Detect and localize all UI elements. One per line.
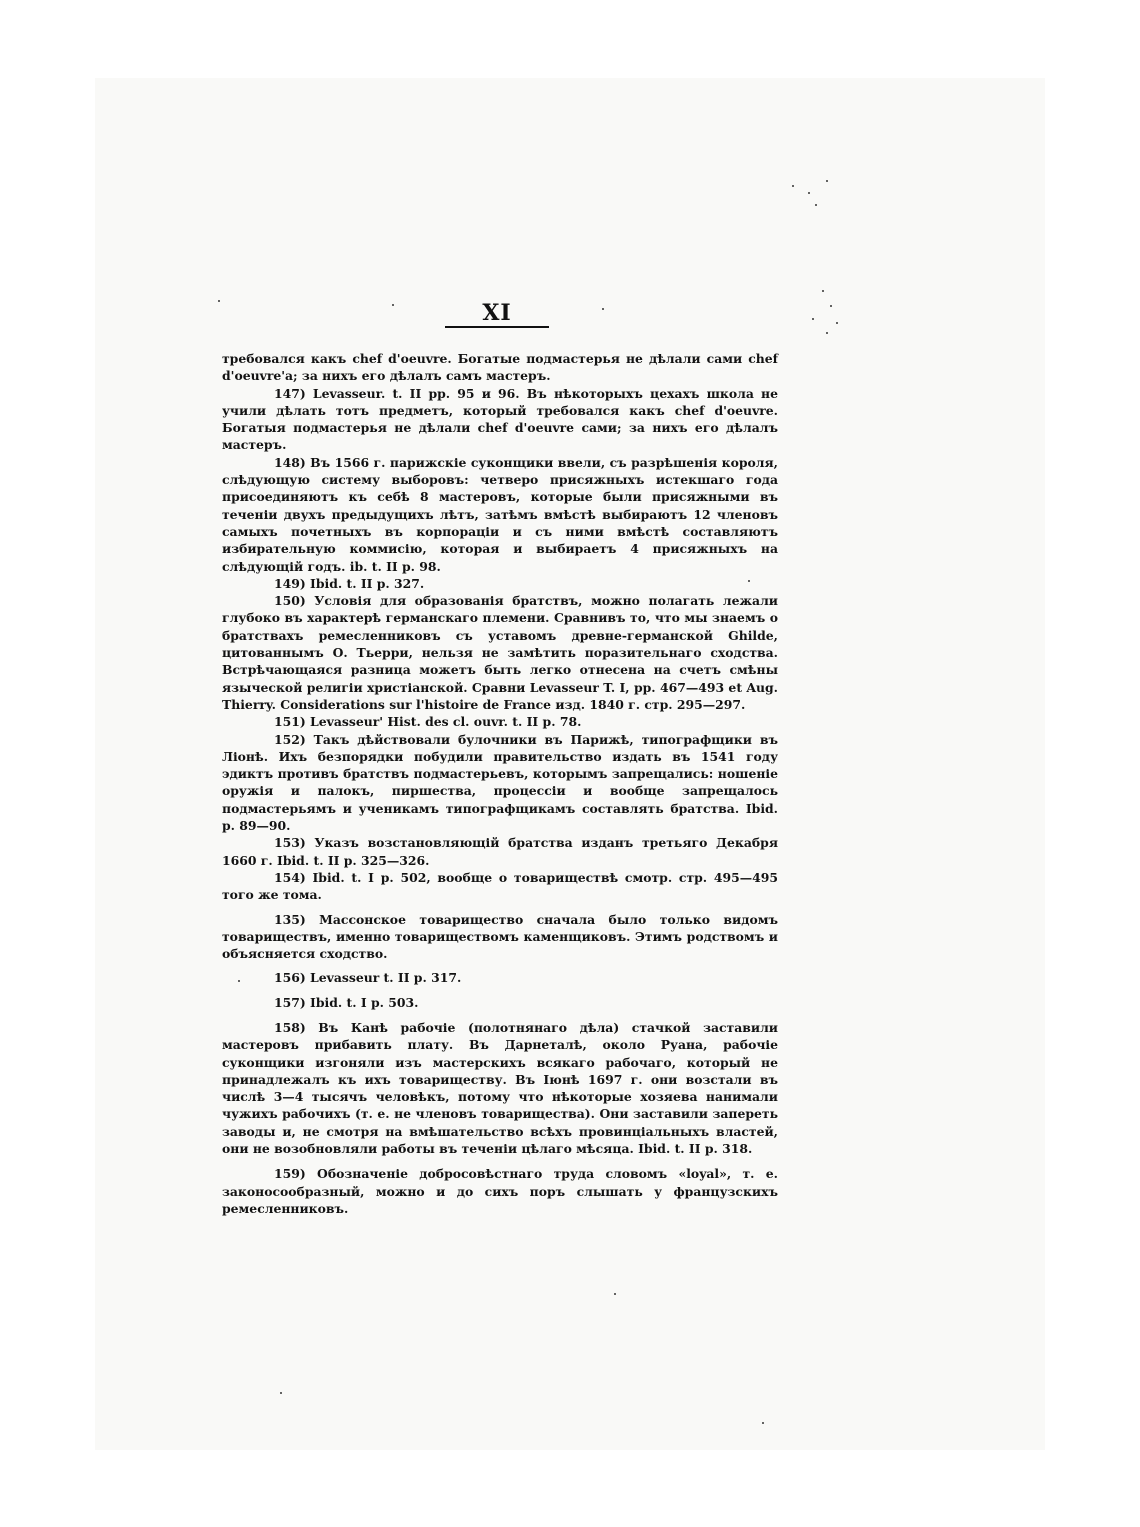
note-154: 154) Ibid. t. I p. 502, вообще о товариществѣ смотр. стр. 495—495 того же тома. (222, 869, 778, 903)
note-157: 157) Ibid. t. I p. 503. (274, 994, 419, 1010)
scan-speck (614, 1293, 616, 1295)
note-continuation: требовался какъ chef d'oeuvre. Богатые подмастерья не дѣлали сами chef d'oeuvre'а; за нихъ его дѣлалъ самъ мастеръ. (222, 351, 778, 384)
note-149: 149) Ibid. t. II p. 327. (274, 575, 425, 591)
scan-speck (812, 318, 814, 320)
scan-speck (280, 1392, 282, 1394)
note-158: 158) Въ Канѣ рабочіе (полотнянаго дѣла) стачкой заставили мастеровъ прибавить плату. Въ Дарнеталѣ, около Руана, рабочіе суконщики изгоняли изъ мастерскихъ всякаго рабочаго, который не принадлежалъ къ ихъ товариществу. Въ Іюнѣ 1697 г. они возстали въ числѣ 3—4 тысячъ человѣкъ, потому что нѣкоторые хозяева нанимали чужихъ рабочихъ (т. е. не членовъ товарищества). Они заставили запереть заводы и, не смотря на вмѣшательство всѣхъ провинціальныхъ властей, они не возобновляли работы въ теченіи цѣлаго мѣсяца. Ibid. t. II p. 318. (222, 1019, 778, 1157)
note-155: 135) Массонское товарищество сначала было только видомъ товариществъ, именно товариществомъ каменщиковъ. Этимъ родствомъ и объясняется сходство. (222, 911, 778, 962)
scan-speck (792, 185, 794, 187)
notes-body (222, 350, 778, 1217)
note-150: 150) Условія для образованія братствъ, можно полагать лежали глубоко въ характерѣ германскаго племени. Сравнивъ то, что мы знаемъ о братствахъ ремесленниковъ съ уставомъ древне-германской Ghilde, цитованнымъ О. Тьерри, нельзя не замѣтить поразительнаго сходства. Встрѣчающаяся разница можетъ быть легко отнесена на счетъ смѣны языческой религіи христіанской. Сравни Levasseur T. I, pp. 467—493 et Aug. Thierry. Considerations sur l'histoire de France изд. 1840 г. стр. 295—297. (222, 593, 778, 712)
note-156: 156) Levasseur t. II p. 317. (274, 970, 462, 986)
scan-speck (392, 304, 394, 306)
scan-speck (836, 322, 838, 324)
scan-speck (822, 290, 824, 292)
scan-speck (815, 204, 817, 206)
scan-speck (602, 308, 604, 310)
scan-speck (830, 305, 832, 307)
page-number-header: XI (482, 300, 512, 326)
scan-speck (218, 300, 220, 302)
scan-speck (808, 192, 810, 194)
note-151: 151) Levasseur' Hist. des cl. ouvr. t. II p. 78. (274, 714, 582, 730)
note-147: 147) Levasseur. t. II pp. 95 и 96. Въ нѣкоторыхъ цехахъ школа не учили дѣлать тотъ предметъ, который требовался какъ chef d'oeuvre. Богатыя подмастерья не дѣлали chef d'oeuvre сами; за нихъ его дѣлалъ мастеръ. (222, 385, 778, 453)
note-148: 148) Въ 1566 г. парижскіе суконщики ввели, съ разрѣшенія короля, слѣдующую систему выборовъ: четверо присяжныхъ истекшаго года присоединяютъ къ себѣ 8 мастеровъ, которые были присяжными въ теченіи двухъ предыдущихъ лѣтъ, затѣмъ вмѣстѣ выбираютъ 12 членовъ самыхъ почетныхъ въ корпораціи и съ ними вмѣстѣ составляютъ избирательную коммисію, которая и выбираетъ 4 присяжныхъ на слѣдующій годъ. ib. t. II p. 98. (222, 454, 778, 574)
note-159: 159) Обозначеніе добросовѣстнаго труда словомъ «loyal», т. е. законосообразный, можно и до сихъ поръ слышать у французскихъ ремесленниковъ. (222, 1166, 778, 1216)
note-152: 152) Такъ дѣйствовали булочники въ Парижѣ, типографщики въ Ліонѣ. Ихъ безпорядки побудили правительство издать въ 1541 году эдиктъ противъ братствъ подмастерьевъ, которымъ запрещались: ношеніе оружія и палокъ, пиршества, процессіи и вообще запрещалось подмастерьямъ и ученикамъ типографщикамъ составлять братства. Ibid. p. 89—90. (222, 731, 778, 834)
scan-speck (826, 332, 828, 334)
note-153: 153) Указъ возстановляющій братства изданъ третьяго Декабря 1660 г. Ibid. t. II p. 325—326. (222, 835, 778, 868)
scan-speck (762, 1422, 764, 1424)
scan-speck (826, 180, 828, 182)
header-rule (445, 326, 549, 328)
